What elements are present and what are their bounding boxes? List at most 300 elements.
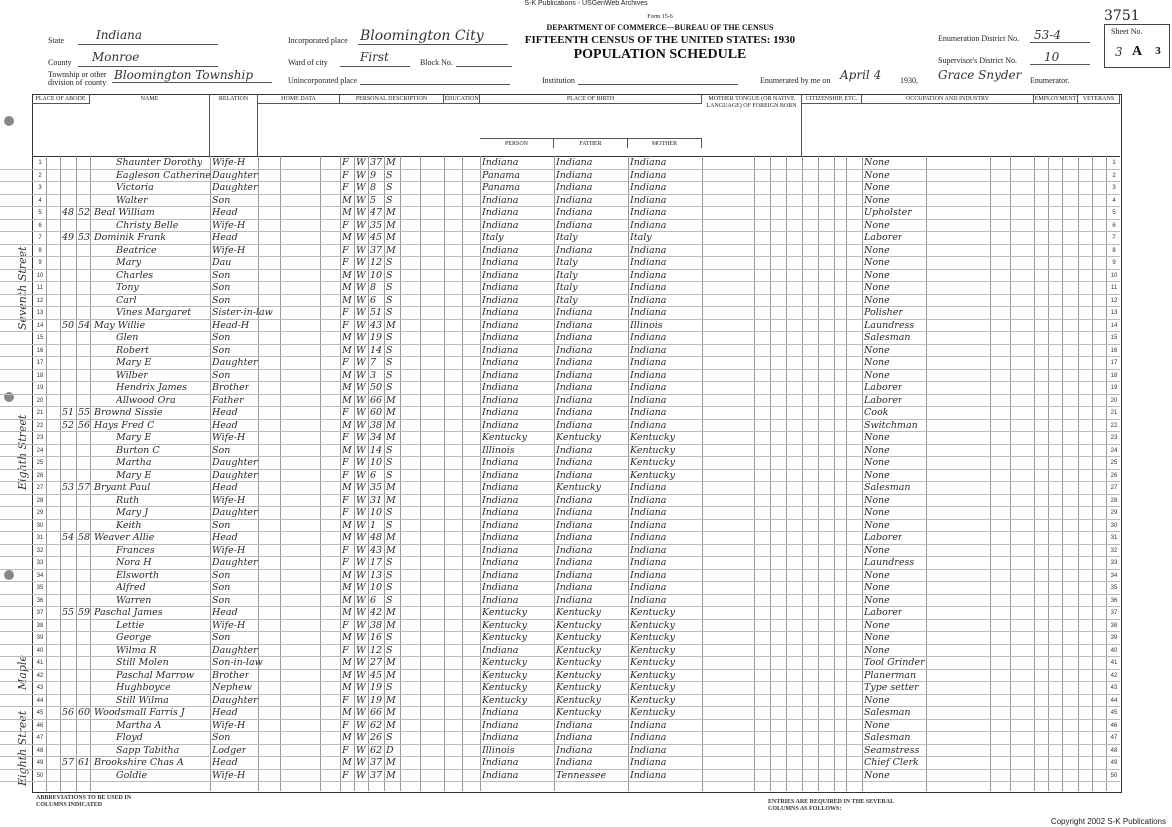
sheet-number: 3: [1115, 45, 1123, 59]
header-home-data: HOME DATA: [258, 94, 340, 104]
race: W: [356, 632, 366, 643]
line-number-right: 47: [1110, 735, 1118, 741]
race: W: [356, 569, 366, 581]
birthplace-mother: Indiana: [630, 294, 667, 306]
sex: M: [342, 194, 352, 206]
person-name: Warren: [116, 594, 152, 606]
occupation: None: [864, 619, 890, 631]
table-row: [0, 207, 1120, 220]
line-number-right: 29: [1110, 510, 1118, 516]
person-name: Still Molen: [116, 657, 169, 668]
relation: Son: [212, 332, 231, 343]
marital-status: D: [386, 744, 394, 756]
birthplace-father: Indiana: [556, 757, 593, 768]
birthplace-person: Kentucky: [482, 607, 527, 618]
table-row: [0, 432, 1120, 445]
age: 7: [370, 357, 377, 368]
table-row: [0, 557, 1120, 570]
sex: F: [342, 257, 349, 268]
race: W: [356, 732, 366, 743]
person-name: Hughboyce: [116, 682, 171, 693]
birthplace-father: Kentucky: [556, 619, 601, 631]
table-row: [0, 532, 1120, 545]
line-number: 16: [36, 347, 44, 354]
birthplace-father: Kentucky: [556, 669, 601, 681]
age: 3: [370, 369, 377, 381]
table-row: [0, 657, 1120, 670]
person-name: Paschal Marrow: [116, 669, 194, 681]
race: W: [356, 269, 366, 281]
birthplace-father: Indiana: [556, 457, 593, 468]
line-number: 14: [36, 322, 44, 329]
relation: Head: [212, 419, 238, 431]
relation: Sister-in-law: [212, 307, 273, 318]
header-mother-tongue: MOTHER TONGUE (OR NATIVE LANGUAGE) OF FOREIGN BORN: [702, 94, 802, 156]
line-number: 7: [38, 235, 42, 241]
line-number: 38: [36, 622, 44, 629]
occupation: Tool Grinder: [864, 657, 925, 668]
age: 10: [370, 582, 383, 593]
birthplace-person: Illinois: [482, 744, 515, 756]
age: 10: [370, 269, 383, 281]
relation: Son: [212, 569, 231, 581]
birthplace-person: Indiana: [482, 757, 519, 768]
birthplace-mother: Indiana: [630, 494, 667, 506]
occupation: None: [864, 294, 890, 306]
birthplace-mother: Indiana: [630, 269, 667, 281]
person-name: Hays Fred C: [94, 419, 155, 431]
person-name: Tony: [116, 282, 139, 293]
person-name: Floyd: [116, 732, 143, 743]
race: W: [356, 444, 366, 456]
birthplace-person: Indiana: [482, 357, 519, 368]
race: W: [356, 682, 366, 693]
line-number: 36: [36, 597, 44, 604]
birthplace-person: Indiana: [482, 382, 519, 393]
birthplace-mother: Indiana: [630, 519, 667, 531]
birthplace-mother: Kentucky: [630, 694, 675, 706]
occupation: Chief Clerk: [864, 757, 919, 768]
age: 60: [370, 407, 383, 418]
sex: F: [342, 769, 349, 781]
person-name: Robert: [116, 344, 149, 356]
age: 5: [370, 194, 377, 206]
birthplace-father: Italy: [556, 269, 578, 281]
occupation: None: [864, 569, 890, 581]
table-row: [0, 545, 1120, 558]
birthplace-mother: Kentucky: [630, 682, 675, 693]
instructions-footer: [32, 792, 1120, 823]
occupation: None: [864, 257, 890, 268]
entries-title: ENTRIES ARE REQUIRED IN THE SEVERAL COLUMNS AS FOLLOWS:: [768, 799, 894, 812]
age: 35: [370, 482, 383, 493]
sex: M: [342, 269, 352, 281]
birthplace-person: Indiana: [482, 282, 519, 293]
table-row: [0, 670, 1120, 683]
age: 45: [370, 669, 383, 681]
relation: Son: [212, 519, 231, 531]
birthplace-father: Kentucky: [556, 707, 601, 718]
table-row: [0, 695, 1120, 708]
birthplace-father: Indiana: [556, 382, 593, 393]
birthplace-father: Indiana: [556, 307, 593, 318]
sex: F: [342, 619, 349, 631]
occupation: Laborer: [864, 382, 903, 393]
marital-status: S: [386, 469, 393, 481]
sex: M: [342, 682, 352, 693]
top-banner: S-K Publications - USGenWeb Archives: [524, 0, 648, 7]
line-number-right: 34: [1110, 572, 1118, 579]
line-number-right: 44: [1110, 697, 1118, 704]
relation: Son: [212, 444, 231, 456]
marital-status: M: [386, 157, 396, 168]
birthplace-person: Indiana: [482, 419, 519, 431]
birthplace-person: Indiana: [482, 719, 519, 731]
birthplace-father: Indiana: [556, 369, 593, 381]
marital-status: M: [386, 494, 396, 506]
birthplace-person: Indiana: [482, 219, 519, 231]
birthplace-person: Indiana: [482, 257, 519, 268]
marital-status: S: [386, 369, 393, 381]
line-number-right: 3: [1112, 185, 1116, 191]
line-number-right: 27: [1110, 485, 1118, 491]
line-number-right: 46: [1110, 722, 1118, 729]
person-name: Paschal James: [94, 607, 163, 618]
race: W: [356, 357, 366, 368]
birthplace-mother: Indiana: [630, 557, 667, 568]
table-row: [0, 745, 1120, 758]
line-number: 44: [36, 697, 44, 704]
race: W: [356, 157, 366, 168]
race: W: [356, 507, 366, 518]
relation: Brother: [212, 382, 250, 393]
relation: Son: [212, 632, 231, 643]
person-name: Mary E: [116, 357, 152, 368]
birthplace-mother: Indiana: [630, 769, 667, 781]
person-name: Ruth: [116, 494, 140, 506]
relation: Head: [212, 207, 238, 218]
sex: F: [342, 219, 349, 231]
line-number-right: 32: [1110, 547, 1118, 554]
occupation: None: [864, 219, 890, 231]
occupation: Switchman: [864, 419, 918, 431]
birth-person-subheader: PERSON: [480, 138, 554, 148]
birthplace-father: Indiana: [556, 594, 593, 606]
age: 19: [370, 694, 383, 706]
birthplace-person: Indiana: [482, 557, 519, 568]
line-number: 34: [36, 572, 44, 579]
birthplace-mother: Indiana: [630, 582, 667, 593]
occupation: Seamstress: [864, 744, 920, 756]
occupation: None: [864, 594, 890, 606]
birthplace-person: Kentucky: [482, 657, 527, 668]
age: 16: [370, 632, 383, 643]
line-number-right: 50: [1110, 772, 1118, 779]
block-label: Block No.: [420, 58, 453, 67]
marital-status: S: [386, 344, 393, 356]
age: 13: [370, 569, 383, 581]
birthplace-person: Indiana: [482, 344, 519, 356]
race: W: [356, 519, 366, 531]
line-number-right: 31: [1110, 535, 1118, 541]
relation: Wife-H: [212, 157, 246, 168]
birthplace-father: Italy: [556, 294, 578, 306]
line-number: 39: [36, 635, 44, 641]
county-label: County: [48, 58, 72, 67]
race: W: [356, 544, 366, 556]
marital-status: M: [386, 657, 396, 668]
age: 66: [370, 707, 383, 718]
marital-status: S: [386, 557, 393, 568]
occupation: None: [864, 244, 890, 256]
line-number: 6: [38, 222, 42, 229]
sex: M: [342, 569, 352, 581]
birthplace-father: Indiana: [556, 194, 593, 206]
age: 62: [370, 719, 383, 731]
relation: Daughter: [212, 469, 258, 481]
race: W: [356, 307, 366, 318]
birthplace-person: Indiana: [482, 494, 519, 506]
table-row: [0, 470, 1120, 483]
race: W: [356, 282, 366, 293]
sex: F: [342, 719, 349, 731]
race: W: [356, 757, 366, 768]
birthplace-father: Indiana: [556, 407, 593, 418]
birthplace-father: Indiana: [556, 344, 593, 356]
race: W: [356, 607, 366, 618]
race: W: [356, 382, 366, 393]
birthplace-father: Indiana: [556, 532, 593, 543]
table-row: [0, 645, 1120, 658]
occupation: None: [864, 357, 890, 368]
enumerator-name: Grace Snyder: [938, 68, 1022, 82]
race: W: [356, 194, 366, 206]
race: W: [356, 257, 366, 268]
table-row: [0, 332, 1120, 345]
birthplace-father: Indiana: [556, 507, 593, 518]
house-number: 52: [62, 419, 75, 431]
occupation: Salesman: [864, 732, 911, 743]
relation: Nephew: [212, 682, 252, 693]
relation: Head: [212, 232, 238, 243]
line-number-right: 13: [1110, 310, 1118, 316]
birthplace-person: Indiana: [482, 707, 519, 718]
marital-status: S: [386, 282, 393, 293]
birthplace-person: Kentucky: [482, 632, 527, 643]
birthplace-person: Indiana: [482, 644, 519, 656]
sex: M: [342, 344, 352, 356]
table-row: [0, 520, 1120, 533]
sex: M: [342, 444, 352, 456]
birthplace-father: Indiana: [556, 494, 593, 506]
person-name: Woodsmall Farris J: [94, 707, 185, 718]
age: 51: [370, 307, 383, 318]
birthplace-person: Indiana: [482, 269, 519, 281]
relation: Head: [212, 482, 238, 493]
sex: F: [342, 307, 349, 318]
birthplace-father: Indiana: [556, 569, 593, 581]
line-number-right: 19: [1110, 385, 1118, 391]
line-number-right: 45: [1110, 710, 1118, 716]
birthplace-father: Indiana: [556, 219, 593, 231]
table-row: [0, 595, 1120, 608]
birthplace-mother: Kentucky: [630, 457, 675, 468]
birthplace-mother: Indiana: [630, 307, 667, 318]
family-number: 59: [78, 607, 91, 618]
line-number-right: 38: [1110, 622, 1118, 629]
birthplace-father: Indiana: [556, 557, 593, 568]
occupation: Laborer: [864, 532, 903, 543]
sex: M: [342, 707, 352, 718]
table-row: [0, 682, 1120, 695]
header-education: EDUCATION: [444, 96, 479, 102]
occupation: Type setter: [864, 682, 919, 693]
year-label: 1930,: [900, 76, 918, 85]
line-number: 23: [36, 435, 44, 441]
occupation: None: [864, 719, 890, 731]
line-number: 13: [36, 310, 44, 316]
table-row: [0, 170, 1120, 183]
occupation: Laborer: [864, 232, 903, 243]
person-name: Dominik Frank: [94, 232, 166, 243]
table-row: [0, 320, 1120, 333]
age: 45: [370, 232, 383, 243]
person-name: Beal William: [94, 207, 155, 218]
line-number-right: 28: [1110, 497, 1118, 504]
incorporated-place-label: Incorporated place: [288, 36, 348, 45]
house-number: 48: [62, 207, 75, 218]
state-value: Indiana: [96, 28, 143, 42]
sex: F: [342, 694, 349, 706]
occupation: Laundress: [864, 557, 915, 568]
birthplace-mother: Indiana: [630, 732, 667, 743]
county-value: Monroe: [92, 50, 140, 64]
marital-status: S: [386, 294, 393, 306]
race: W: [356, 319, 366, 331]
table-row: [0, 382, 1120, 395]
marital-status: S: [386, 269, 393, 281]
birthplace-father: Italy: [556, 282, 578, 293]
line-number: 47: [36, 735, 44, 741]
birthplace-mother: Indiana: [630, 507, 667, 518]
birthplace-mother: Indiana: [630, 207, 667, 218]
sex: F: [342, 457, 349, 468]
column-headers: [32, 94, 1120, 156]
birthplace-person: Indiana: [482, 319, 519, 331]
age: 26: [370, 732, 383, 743]
relation: Dau: [212, 257, 232, 268]
occupation: None: [864, 282, 890, 293]
birthplace-father: Indiana: [556, 394, 593, 406]
birthplace-father: Indiana: [556, 169, 593, 181]
family-number: 60: [78, 707, 91, 718]
birthplace-mother: Indiana: [630, 594, 667, 606]
age: 8: [370, 282, 377, 293]
line-number: 31: [36, 535, 44, 541]
marital-status: M: [386, 419, 396, 431]
house-number: 56: [62, 707, 75, 718]
birthplace-person: Indiana: [482, 769, 519, 781]
relation: Daughter: [212, 694, 258, 706]
race: W: [356, 694, 366, 706]
age: 9: [370, 169, 377, 181]
birthplace-father: Kentucky: [556, 432, 601, 443]
relation: Wife-H: [212, 619, 246, 631]
table-row: [0, 495, 1120, 508]
occupation: Salesman: [864, 707, 911, 718]
sex: M: [342, 419, 352, 431]
sex: M: [342, 232, 352, 243]
relation: Daughter: [212, 644, 258, 656]
birthplace-mother: Indiana: [630, 569, 667, 581]
line-number: 46: [36, 722, 44, 729]
family-number: 52: [78, 207, 91, 218]
marital-status: S: [386, 182, 393, 193]
race: W: [356, 769, 366, 781]
age: 14: [370, 444, 383, 456]
table-row: [0, 582, 1120, 595]
occupation: None: [864, 369, 890, 381]
relation: Son: [212, 194, 231, 206]
birthplace-father: Indiana: [556, 744, 593, 756]
line-number: 4: [38, 197, 42, 204]
birthplace-father: Kentucky: [556, 632, 601, 643]
race: W: [356, 182, 366, 193]
sex: M: [342, 607, 352, 618]
street-label: Eighth Street: [16, 414, 29, 490]
age: 6: [370, 294, 377, 306]
township-value: Bloomington Township: [114, 68, 254, 82]
marital-status: S: [386, 307, 393, 318]
line-number: 48: [36, 747, 44, 754]
age: 31: [370, 494, 383, 506]
relation: Head-H: [212, 319, 250, 331]
table-row: [0, 232, 1120, 245]
table-row: [0, 607, 1120, 620]
birthplace-person: Indiana: [482, 369, 519, 381]
sex: M: [342, 582, 352, 593]
birthplace-person: Indiana: [482, 332, 519, 343]
family-number: 54: [78, 319, 91, 331]
birthplace-mother: Kentucky: [630, 644, 675, 656]
race: W: [356, 369, 366, 381]
table-row: [0, 707, 1120, 720]
age: 10: [370, 457, 383, 468]
relation: Head: [212, 707, 238, 718]
birthplace-father: Indiana: [556, 544, 593, 556]
line-number: 21: [36, 410, 44, 416]
race: W: [356, 432, 366, 443]
marital-status: M: [386, 319, 396, 331]
relation: Wife-H: [212, 219, 246, 231]
marital-status: S: [386, 682, 393, 693]
line-number: 30: [36, 522, 44, 529]
table-row: [0, 395, 1120, 408]
marital-status: S: [386, 594, 393, 606]
race: W: [356, 482, 366, 493]
marital-status: S: [386, 507, 393, 518]
line-number: 41: [36, 660, 44, 666]
marital-status: M: [386, 232, 396, 243]
family-number: 55: [78, 407, 91, 418]
birthplace-person: Indiana: [482, 207, 519, 218]
birthplace-person: Illinois: [482, 444, 515, 456]
race: W: [356, 557, 366, 568]
sex: M: [342, 282, 352, 293]
age: 35: [370, 219, 383, 231]
line-number-right: 18: [1110, 372, 1118, 379]
census-title: FIFTEENTH CENSUS OF THE UNITED STATES: 1930: [524, 34, 796, 46]
